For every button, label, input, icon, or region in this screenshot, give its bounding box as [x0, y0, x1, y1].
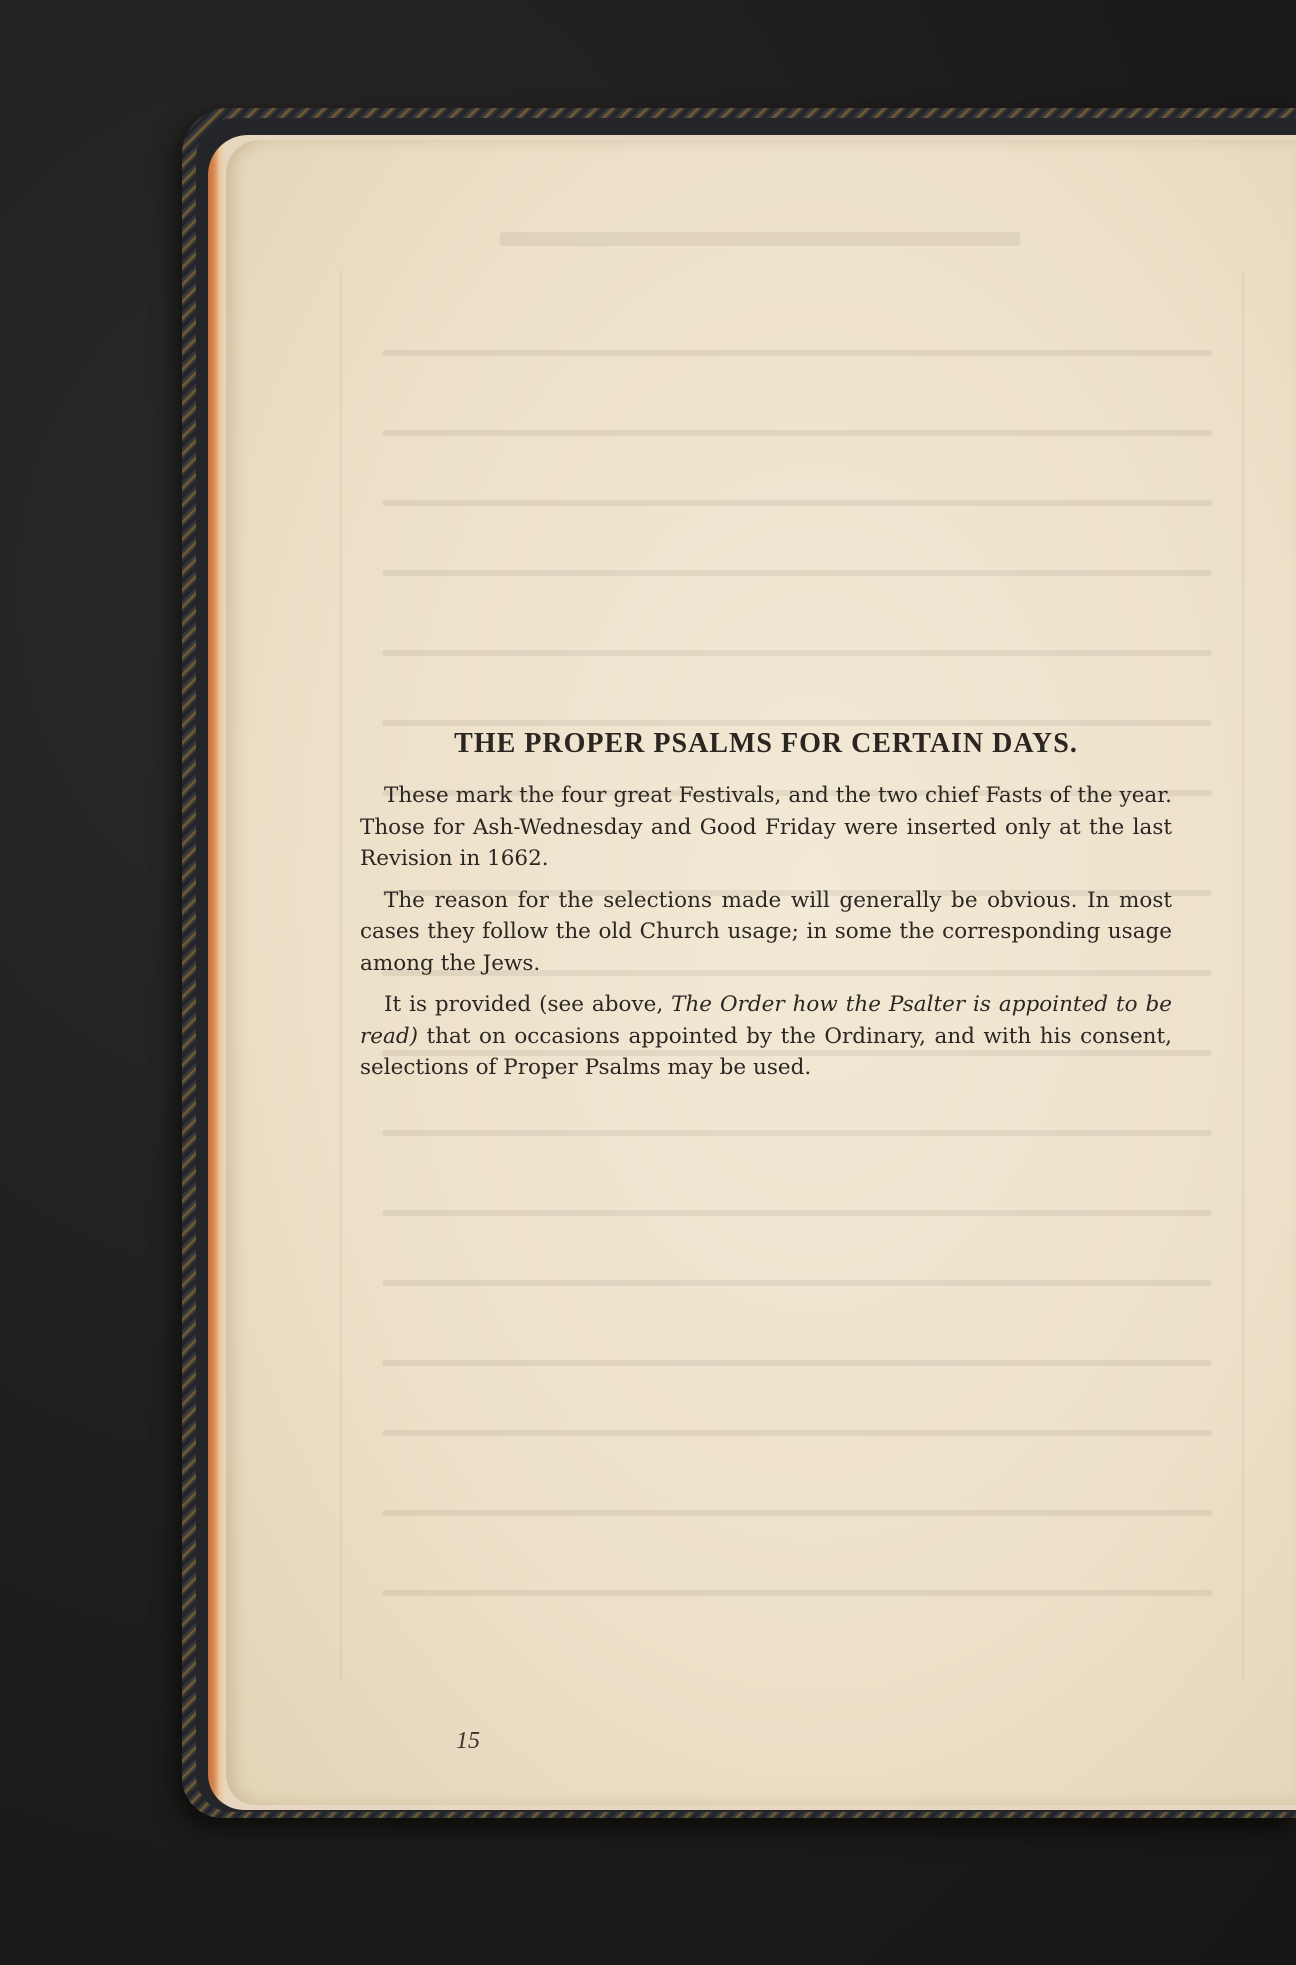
paragraph-festivals-text: These mark the four great Festivals, and the two chief Fasts of the year. Those for Ash-Wednesday and Good Friday were inserted only at the last Revision in 1662. [360, 783, 1172, 871]
page-content [360, 728, 1172, 1094]
show-through-title [500, 232, 1020, 246]
paragraph-provided-after: that on occasions appointed by the Ordinary, and with his consent, selections of Proper Psalms may be used. [360, 1023, 1172, 1080]
paragraph-reason-text: The reason for the selections made will generally be obvious. In most cases they follow the old Church usage; in some the corresponding usage among the Jews. [360, 887, 1172, 976]
paragraph-provided [360, 989, 1172, 1084]
page-number: 15 [456, 1728, 480, 1754]
section-heading: THE PROPER PSALMS FOR CERTAIN DAYS. [454, 728, 1078, 759]
paragraph-provided-before: It is provided (see above, [384, 992, 672, 1017]
paragraph-festivals [360, 780, 1172, 875]
paragraph-provided-italic: The Order how the Psalter is appointed to be read) [360, 992, 1172, 1049]
paragraph-reason [360, 885, 1172, 980]
